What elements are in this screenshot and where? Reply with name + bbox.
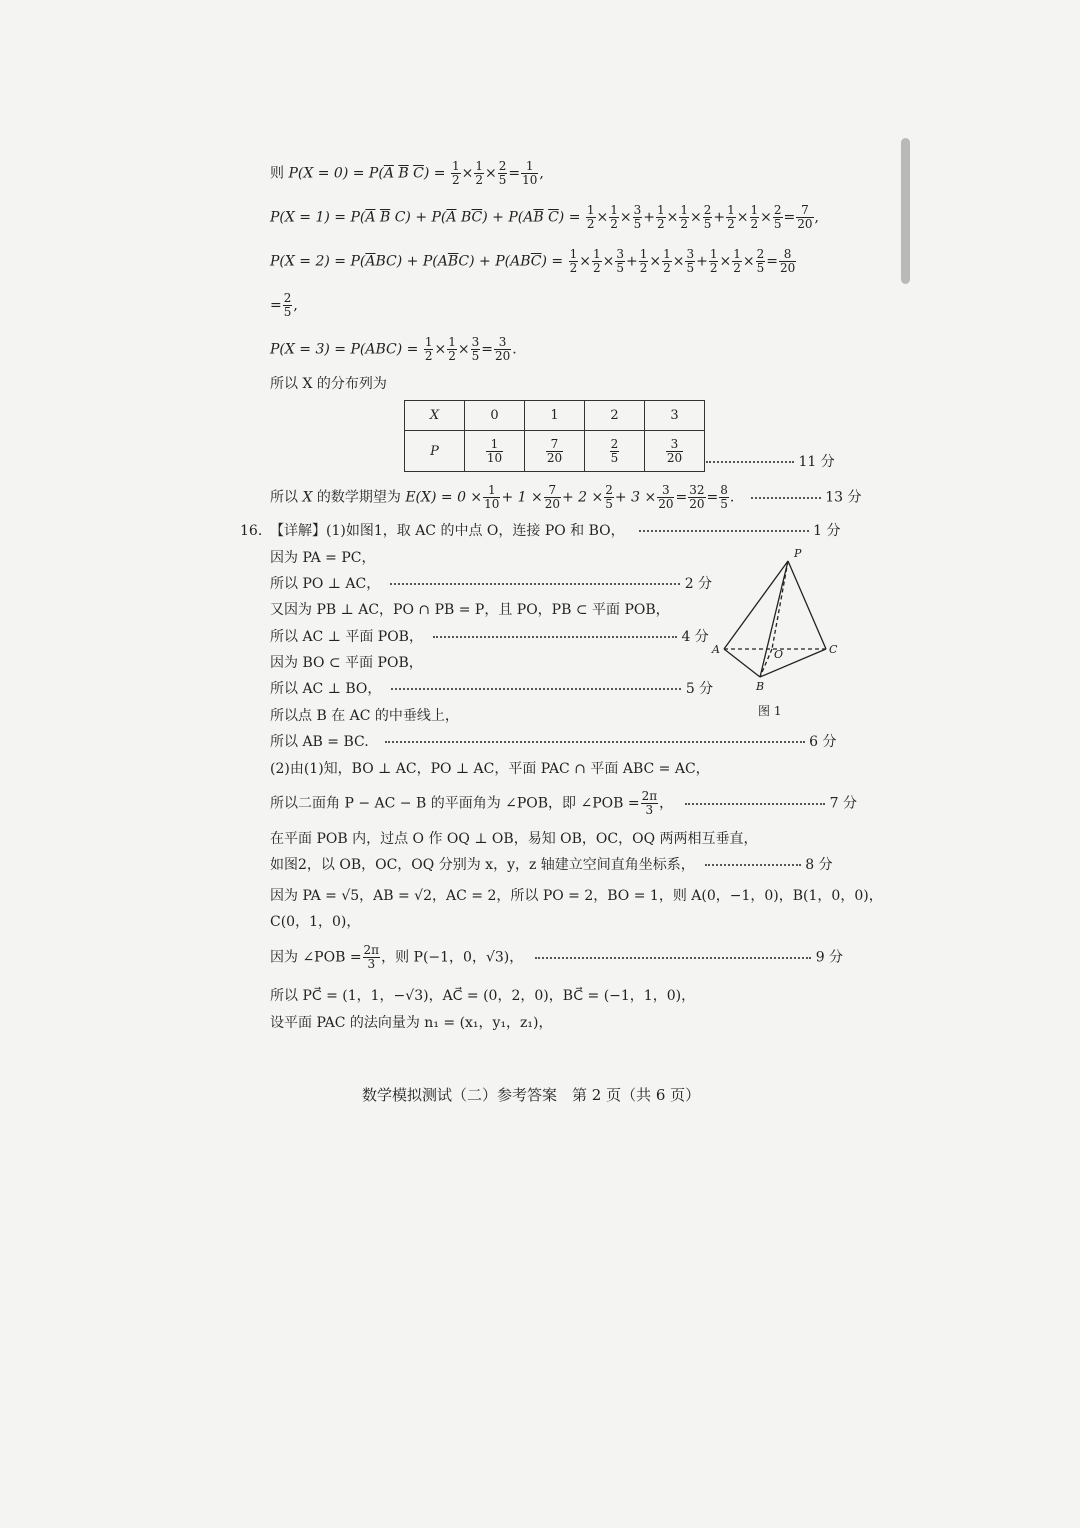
eq-px0: 则 $P(X = 0) = P(\overline{A}$ $\overline{B}$ $\overline{C}$) = $\frac{1}{2}$ × $\frac{1}{2}$ × $\frac{2}{5}$ = $\frac{1}{10}$ , bbox=[270, 159, 544, 187]
scrollbar[interactable] bbox=[901, 138, 910, 284]
table-cell: 2 bbox=[585, 401, 645, 431]
table-cell: $\frac{3}{20}$ bbox=[645, 431, 705, 472]
table-row bbox=[405, 401, 705, 431]
eq-px2-cont: = $\frac{2}{5}$ , bbox=[270, 291, 298, 319]
table-cell: $\frac{1}{10}$ bbox=[465, 431, 525, 472]
table-cell: X bbox=[405, 401, 465, 431]
edge-po-dashed bbox=[772, 561, 788, 649]
eq-px1: $P(X = 1) = P(\overline{A}$ $\overline{B}$ $C) + P(\overline{A}$ $B\overline{C}) + P(A\overline{B}$ $\overline{C}$) = $\frac{1}{2}$ × $\frac{1}{2}$ × $\frac{3}{5}$ + $\frac{1}{2}$ × $\frac{1}{2}$ × $\frac{2}{5}$ + $\frac{1}{2}$ × $\frac{1}{2}$ × $\frac{2}{5}$ = $\frac{7}{20}$ , bbox=[270, 203, 819, 231]
dist-intro: 所以 X 的分布列为 bbox=[270, 376, 387, 392]
q16-number: 16. bbox=[240, 523, 263, 539]
q16-line-h: 所以点 B 在 AC 的中垂线上， bbox=[270, 708, 459, 724]
q16-line-q: 所以 PC⃗ = (1，1，−√3)，AC⃗ = (0，2，0)，BC⃗ = (−1，1，0)， bbox=[270, 988, 696, 1004]
q16-line-a: 【详解】(1)如图1，取 AC 的中点 O，连接 PO 和 BO， 1 分 bbox=[270, 523, 841, 539]
table-cell: 3 bbox=[645, 401, 705, 431]
eq-px3: P(X = 3) = P(ABC) = $\frac{1}{2}$ × $\frac{1}{2}$ × $\frac{3}{5}$ = $\frac{3}{20}$ . bbox=[270, 335, 517, 363]
edge-pa bbox=[724, 561, 788, 649]
label-c: C bbox=[829, 643, 838, 656]
q16-line-o: C(0，1，0)， bbox=[270, 914, 361, 930]
figure-1-caption: 图 1 bbox=[758, 704, 782, 718]
edge-ab bbox=[724, 649, 760, 677]
table-cell: 0 bbox=[465, 401, 525, 431]
table-cell: P bbox=[405, 431, 465, 472]
q16-line-r: 设平面 PAC 的法向量为 n₁ = (x₁，y₁，z₁)， bbox=[270, 1015, 553, 1031]
figure-1-tetrahedron bbox=[710, 545, 845, 695]
q16-line-g: 所以 AC ⊥ BO， 5 分 bbox=[270, 681, 714, 697]
edge-pc bbox=[788, 561, 826, 649]
q16-line-l: 在平面 POB 内，过点 O 作 OQ ⊥ OB，易知 OB，OC，OQ 两两相互垂直， bbox=[270, 831, 758, 847]
q16-line-c: 所以 PO ⊥ AC， 2 分 bbox=[270, 576, 713, 592]
score-11: 11 分 bbox=[706, 452, 835, 472]
table-cell: $\frac{7}{20}$ bbox=[525, 431, 585, 472]
table-cell: 1 bbox=[525, 401, 585, 431]
eq-px2: $P(X = 2) = P(\overline{A}BC) + P(A\overline{B}C) + P(AB\overline{C})$ = $\frac{1}{2}$ × $\frac{1}{2}$ × $\frac{3}{5}$ + $\frac{1}{2}$ × $\frac{1}{2}$ × $\frac{3}{5}$ + $\frac{1}{2}$ × $\frac{1}{2}$ × $\frac{2}{5}$ = $\frac{8}{20}$ bbox=[270, 247, 796, 275]
page-footer: 数学模拟测试（二）参考答案 第 2 页（共 6 页） bbox=[362, 1086, 701, 1104]
q16-line-f: 因为 BO ⊂ 平面 POB， bbox=[270, 655, 423, 671]
distribution-table bbox=[404, 400, 705, 472]
label-o: O bbox=[774, 648, 784, 661]
q16-line-e: 所以 AC ⊥ 平面 POB， 4 分 bbox=[270, 629, 709, 645]
label-b: B bbox=[756, 680, 765, 693]
q16-line-n: 因为 PA = √5，AB = √2，AC = 2，所以 PO = 2，BO = 1，则 A(0，−1，0)，B(1，0，0)， bbox=[270, 888, 883, 904]
table-row bbox=[405, 431, 705, 472]
q16-line-k: 所以二面角 P − AC − B 的平面角为 ∠POB，即 ∠POB = $\frac{2\pi}{3}$ ， 7 分 bbox=[270, 789, 857, 817]
q16-line-i: 所以 AB = BC. 6 分 bbox=[270, 734, 837, 750]
label-a: A bbox=[712, 643, 720, 656]
table-cell: $\frac{2}{5}$ bbox=[585, 431, 645, 472]
label-p: P bbox=[794, 547, 802, 560]
q16-line-d: 又因为 PB ⊥ AC，PO ∩ PB = P，且 PO，PB ⊂ 平面 POB， bbox=[270, 602, 670, 618]
eq-expectation: 所以 X 的数学期望为 E(X) = 0 × $\frac{1}{10}$ + 1 × $\frac{7}{20}$ + 2 × $\frac{2}{5}$ + 3 × $\frac{3}{20}$ = $\frac{32}{20}$ = $\frac{8}{5}$ . 13 分 bbox=[270, 483, 862, 511]
edge-bc bbox=[760, 649, 826, 677]
q16-line-p: 因为 ∠POB = $\frac{2\pi}{3}$ ，则 P(−1，0，√3)， 9 分 bbox=[270, 943, 844, 971]
q16-line-j: (2)由(1)知，BO ⊥ AC，PO ⊥ AC，平面 PAC ∩ 平面 ABC = AC， bbox=[270, 761, 710, 777]
q16-line-b: 因为 PA = PC， bbox=[270, 550, 376, 566]
q16-line-m: 如图2，以 OB，OC，OQ 分别为 x，y，z 轴建立空间直角坐标系， 8 分 bbox=[270, 857, 833, 873]
